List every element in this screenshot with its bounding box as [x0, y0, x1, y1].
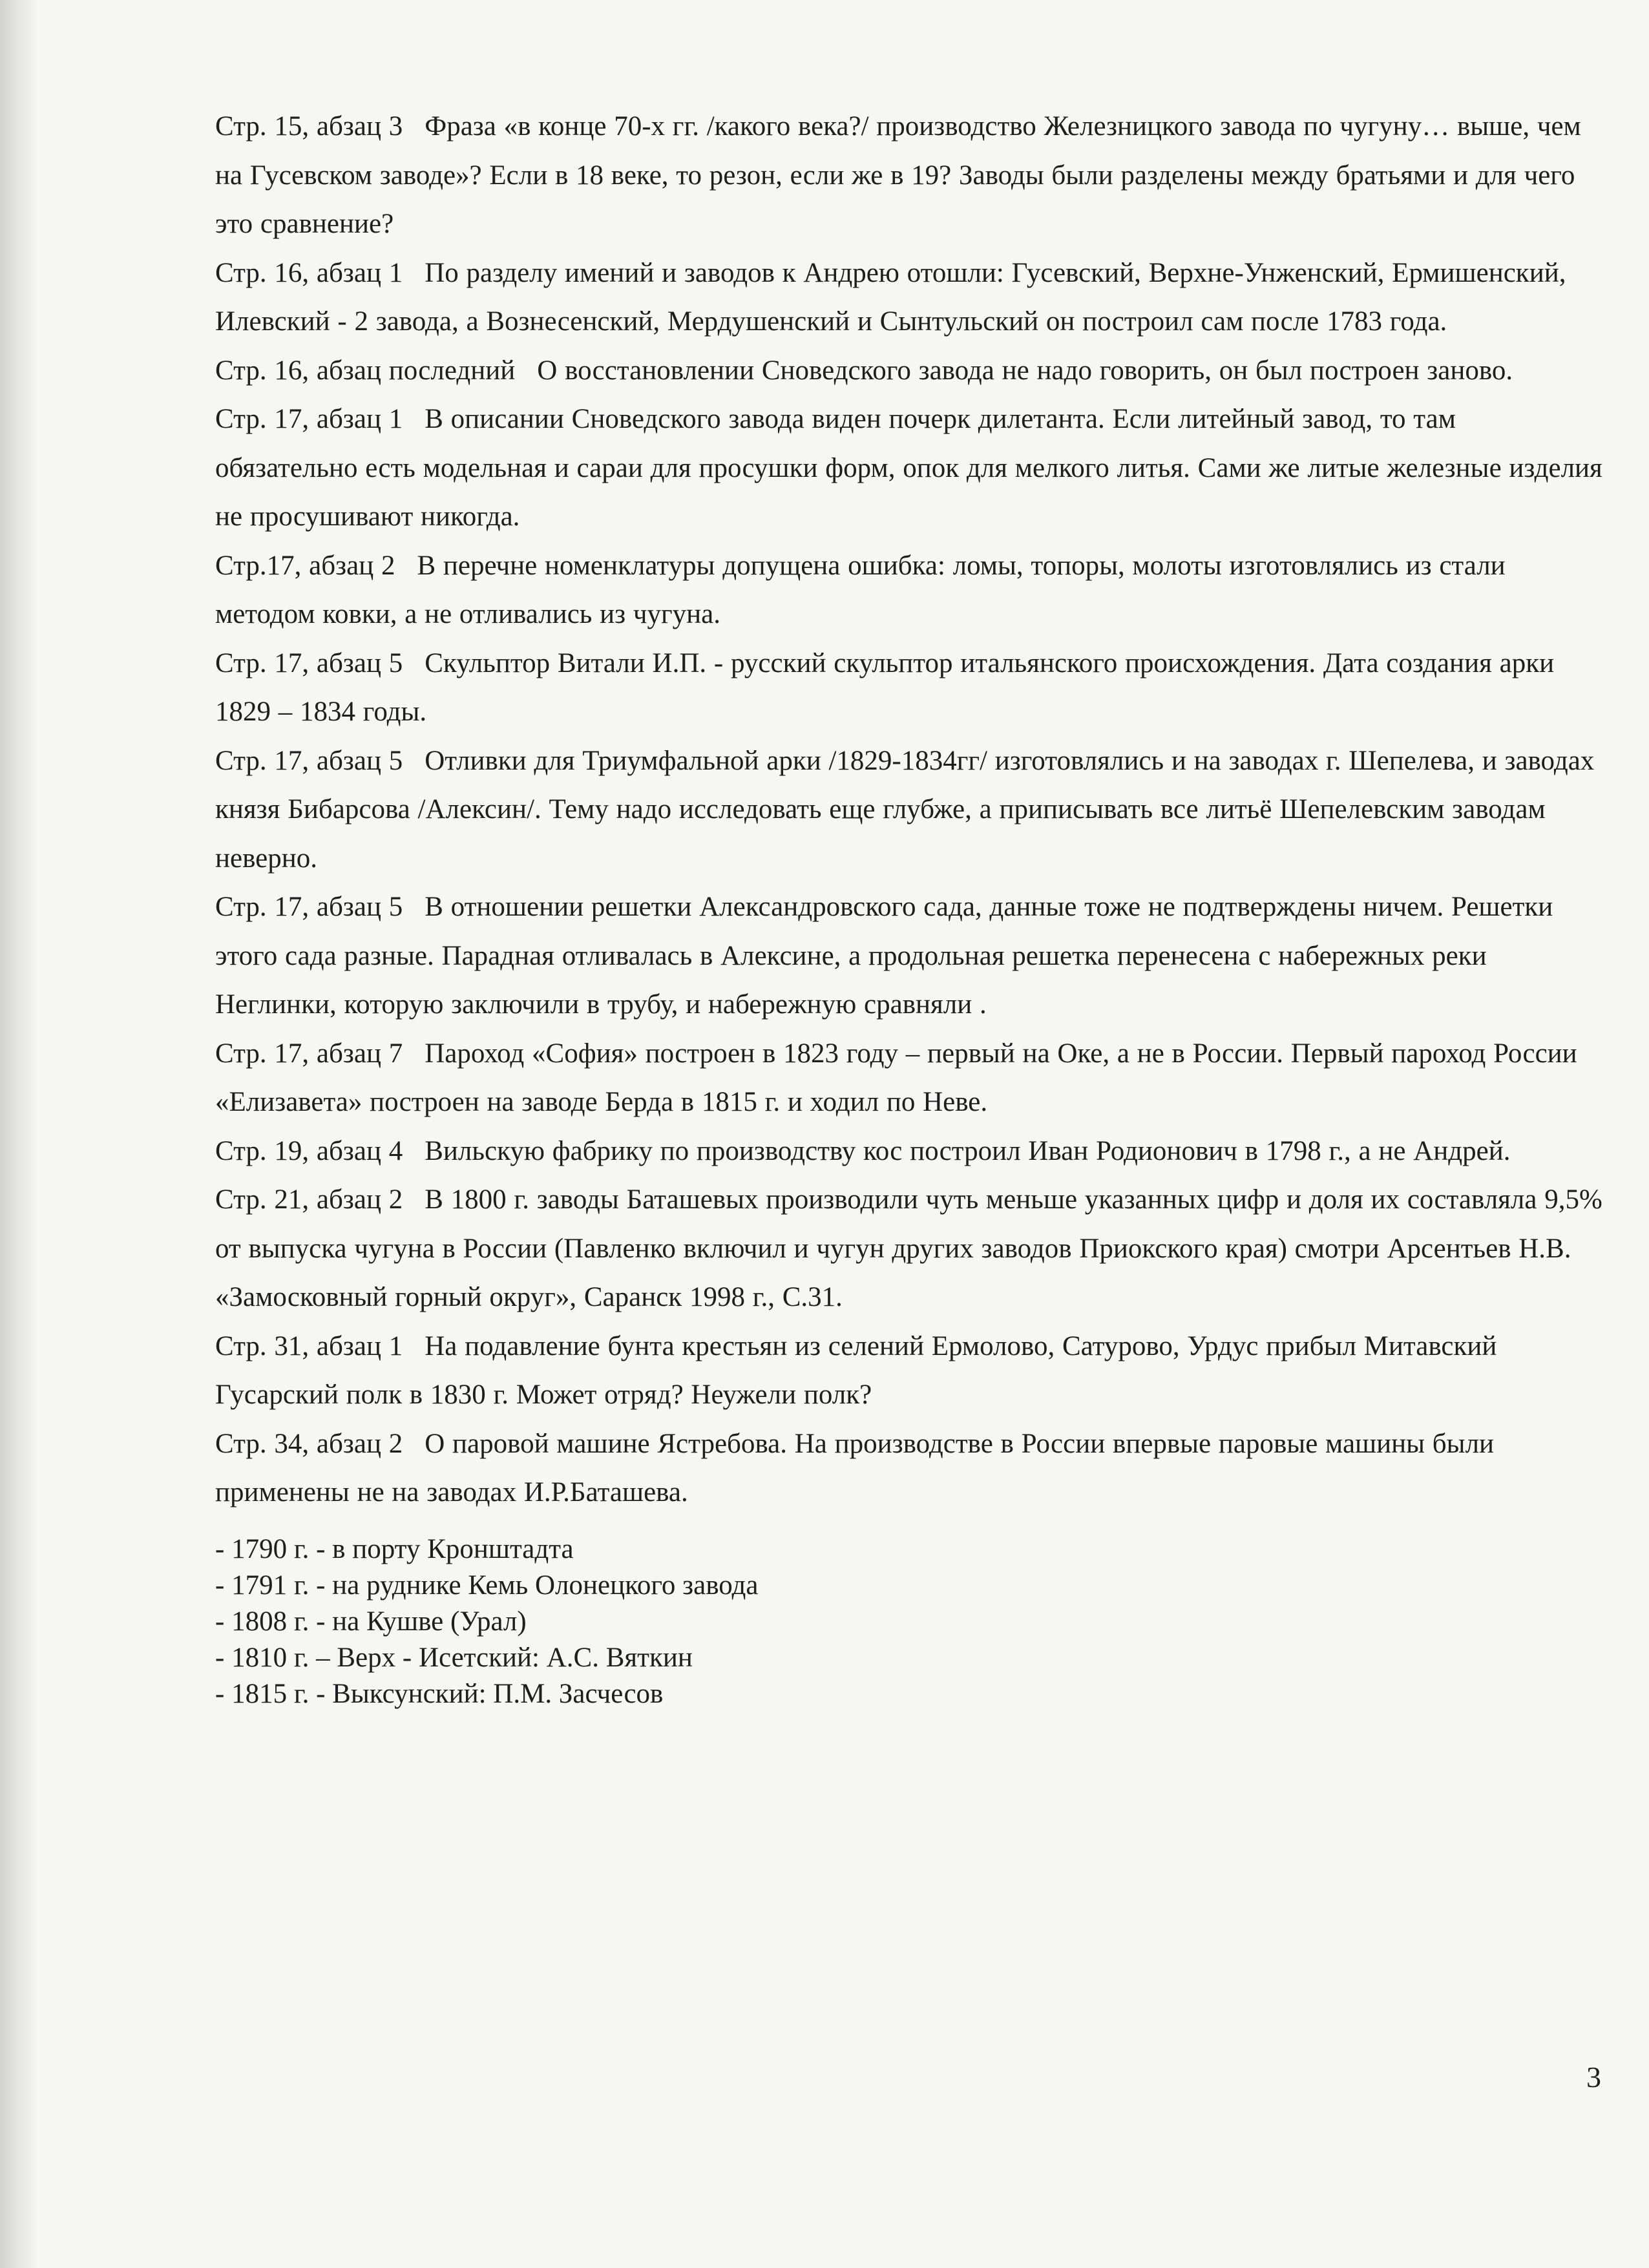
scan-shadow	[0, 0, 39, 2268]
comment-paragraph	[215, 1175, 1604, 1322]
list-item: - 1815 г. - Выксунский: П.М. Засчесов	[215, 1678, 664, 1709]
list-item: - 1790 г. - в порту Кронштадта	[215, 1533, 574, 1564]
comment-paragraph	[215, 395, 1604, 541]
steam-engine-list	[215, 1531, 1604, 1712]
page-reference: Стр. 17, абзац 5	[215, 892, 403, 922]
page-number: 3	[1586, 2061, 1601, 2094]
comment-paragraph	[215, 102, 1604, 249]
comment-paragraph	[215, 249, 1604, 346]
comment-text: Вильскую фабрику по производству кос построил Иван Родионович в 1798 г., а не Андрей.	[425, 1135, 1511, 1166]
comment-paragraph	[215, 883, 1604, 1029]
comment-text: Пароход «София» построен в 1823 году – первый на Оке, а не в России. Первый пароход России «Елизавета» построен на заводе Берда в 1815 г. и ходил по Неве.	[215, 1038, 1577, 1117]
list-item: - 1791 г. - на руднике Кемь Олонецкого завода	[215, 1570, 759, 1601]
comment-text: О паровой машине Ястребова. На производстве в России впервые паровые машины были применены не на заводах И.Р.Баташева.	[215, 1428, 1495, 1507]
comment-text: Отливки для Триумфальной арки /1829-1834гг/ изготовлялись и на заводах г. Шепелева, и заводах князя Бибарсова /Алексин/. Тему надо исследовать еще глубже, а приписывать все литьё Шепелевским заводам неверно.	[215, 745, 1595, 874]
comment-paragraph	[215, 346, 1604, 395]
page-reference: Стр. 16, абзац последний	[215, 355, 516, 386]
comment-text: В описании Сноведского завода виден почерк дилетанта. Если литейный завод, то там обязательно есть модельная и сараи для просушки форм, опок для мелкого литья. Сами же литые железные изделия не просушивают никогда.	[215, 404, 1602, 532]
page-reference: Стр. 15, абзац 3	[215, 111, 403, 142]
comment-paragraph	[215, 1029, 1604, 1127]
comment-paragraph	[215, 541, 1604, 639]
comment-text: Скульптор Витали И.П. - русский скульптор итальянского происхождения. Дата создания арки 1829 – 1834 годы.	[215, 647, 1555, 727]
comment-paragraph	[215, 1322, 1604, 1420]
page-reference: Стр. 31, абзац 1	[215, 1330, 403, 1361]
page-reference: Стр. 19, абзац 4	[215, 1135, 403, 1166]
page-reference: Стр. 17, абзац 5	[215, 647, 403, 678]
review-comments	[215, 102, 1604, 1517]
comment-text: В 1800 г. заводы Баташевых производили чуть меньше указанных цифр и доля их составляла 9,5% от выпуска чугуна в России (Павленко включил и чугун других заводов Приокского края) смотри Арсентьев Н.В. «Замосковный горный округ», Саранск 1998 г., С.31.	[215, 1184, 1602, 1312]
comment-text: О восстановлении Сноведского завода не надо говорить, он был построен заново.	[537, 355, 1513, 386]
page-reference: Стр.17, абзац 2	[215, 550, 395, 581]
comment-text: По разделу имений и заводов к Андрею отошли: Гусевский, Верхне-Унженский, Ермишенский, Илевский - 2 завода, а Вознесенский, Мердушенский и Сынтульский он построил сам после 1783 года.	[215, 257, 1566, 337]
page-reference: Стр. 17, абзац 7	[215, 1038, 403, 1069]
comment-text: Фраза «в конце 70-х гг. /какого века?/ производство Железницкого завода по чугуну… выше, чем на Гусевском заводе»? Если в 18 веке, то резон, если же в 19? Заводы были разделены между братьями и для чего это сравнение?	[215, 111, 1581, 239]
comment-paragraph	[215, 1420, 1604, 1517]
page-reference: Стр. 16, абзац 1	[215, 257, 403, 288]
page-reference: Стр. 17, абзац 5	[215, 745, 403, 776]
comment-paragraph	[215, 1127, 1604, 1176]
comment-paragraph	[215, 639, 1604, 737]
page-reference: Стр. 17, абзац 1	[215, 404, 403, 434]
list-item: - 1808 г. - на Кушве (Урал)	[215, 1606, 527, 1637]
document-page	[215, 102, 1604, 1712]
page-reference: Стр. 34, абзац 2	[215, 1428, 403, 1459]
comment-paragraph	[215, 737, 1604, 883]
comment-text: На подавление бунта крестьян из селений Ермолово, Сатурово, Урдус прибыл Митавский Гусарский полк в 1830 г. Может отряд? Неужели полк?	[215, 1330, 1497, 1410]
list-item: - 1810 г. – Верх - Исетский: А.С. Вяткин	[215, 1642, 693, 1673]
comment-text: В перечне номенклатуры допущена ошибка: ломы, топоры, молоты изготовлялись из стали методом ковки, а не отливались из чугуна.	[215, 550, 1506, 629]
page-reference: Стр. 21, абзац 2	[215, 1184, 403, 1215]
comment-text: В отношении решетки Александровского сада, данные тоже не подтверждены ничем. Решетки этого сада разные. Парадная отливалась в Алексине, а продольная решетка перенесена с набережных реки Неглинки, которую заключили в трубу, и набережную сравняли .	[215, 892, 1553, 1020]
